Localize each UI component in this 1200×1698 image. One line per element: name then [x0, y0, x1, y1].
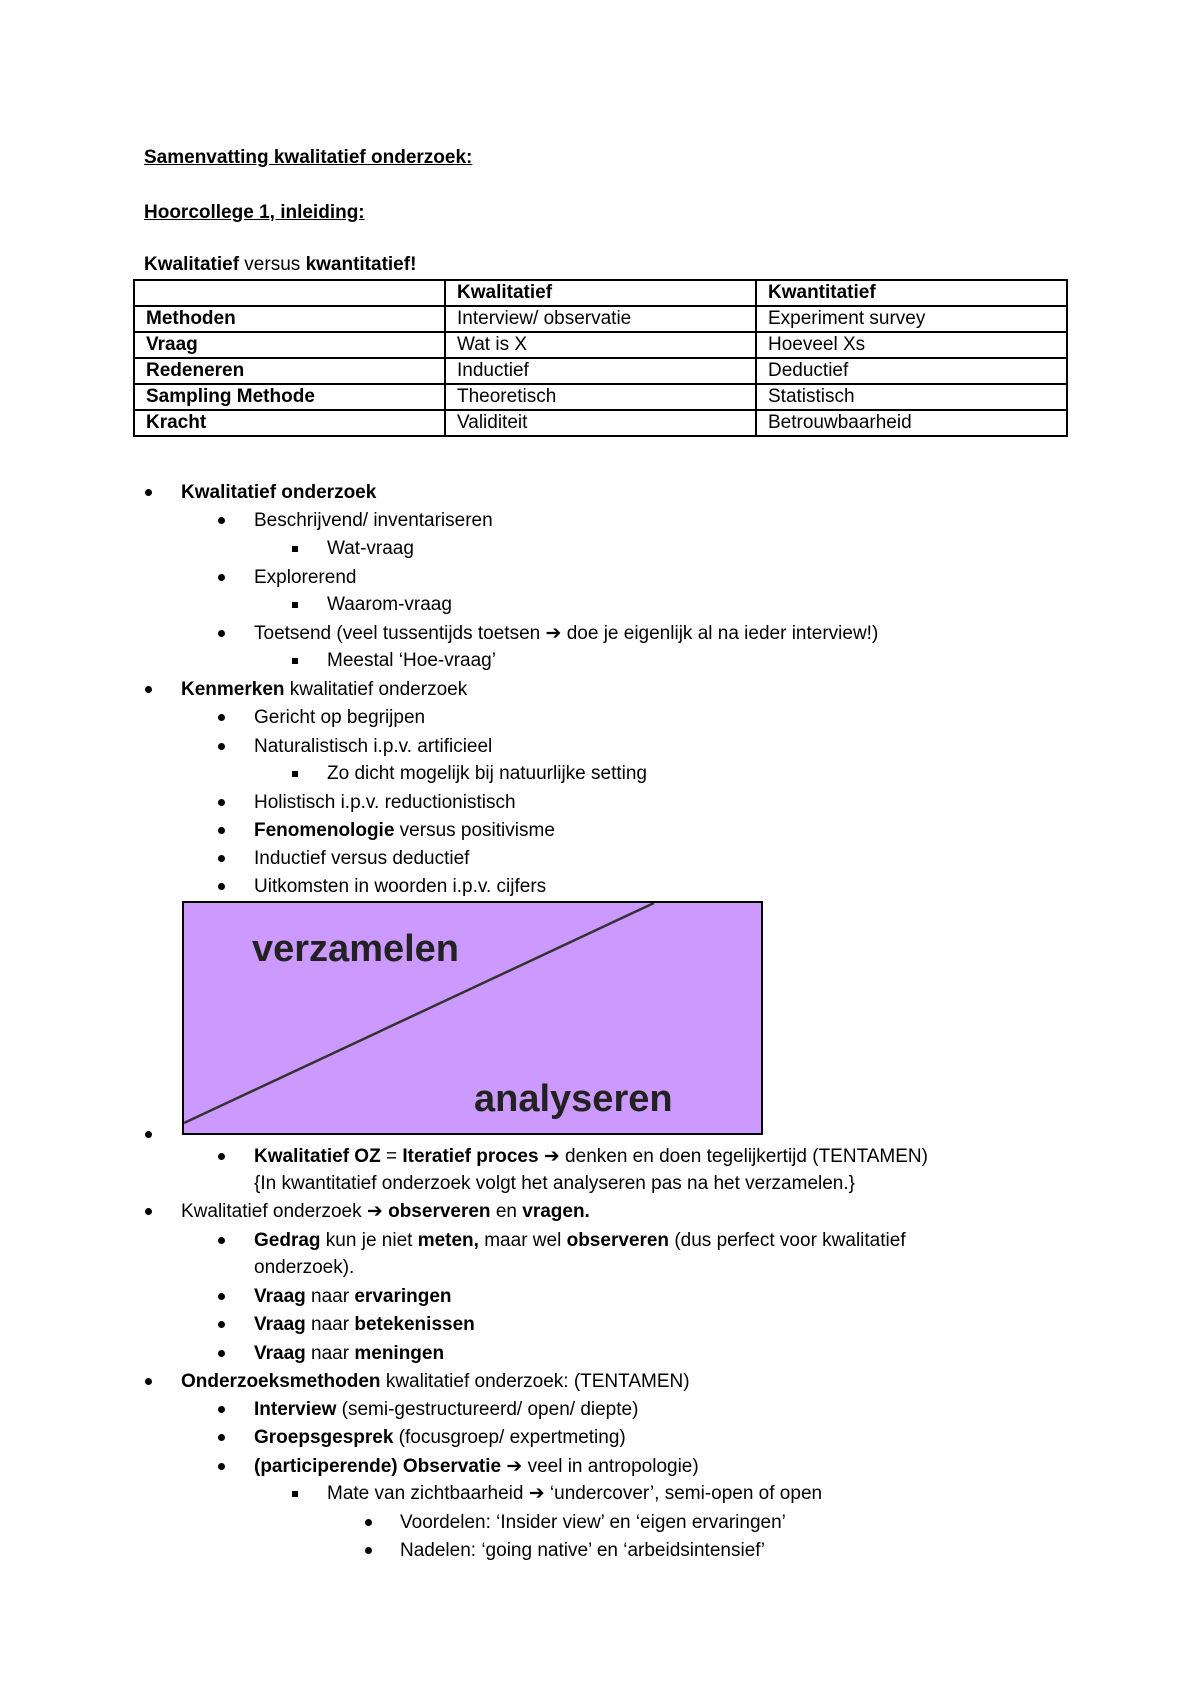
arrow-icon: ➔: [545, 623, 562, 644]
bullet-icon: [365, 1519, 372, 1526]
document-title: Samenvatting kwalitatief onderzoek:: [144, 147, 473, 168]
arrow-icon: ➔: [528, 1483, 545, 1504]
table-cell: Redeneren: [134, 358, 445, 384]
list-item: Wat-vraag: [327, 538, 414, 559]
table-cell: Methoden: [134, 306, 445, 332]
bullet-icon: [218, 855, 225, 862]
table-row: [134, 306, 1067, 332]
bullet-icon: [145, 686, 152, 693]
table-row: [134, 332, 1067, 358]
list-item: Voordelen: ‘Insider view’ en ‘eigen ervaringen’: [400, 1512, 786, 1533]
versus-heading: Kwalitatief versus kwantitatief!: [144, 254, 417, 275]
diagram-top-label: verzamelen: [252, 928, 460, 970]
table-cell: Vraag: [134, 332, 445, 358]
table-header-row: [134, 280, 1067, 306]
list-item: Onderzoeksmethoden kwalitatief onderzoek: (TENTAMEN): [181, 1371, 690, 1392]
bullet-icon: [218, 574, 225, 581]
square-bullet-icon: [292, 1491, 298, 1497]
table-cell: Wat is X: [445, 332, 756, 358]
bullet-icon: [218, 1406, 225, 1413]
list-item: Kwalitatief onderzoek: [181, 482, 377, 503]
table-cell: Validiteit: [445, 410, 756, 436]
list-item: Vraag naar meningen: [254, 1343, 445, 1364]
bullet-icon: [218, 1350, 225, 1357]
table-row: [134, 384, 1067, 410]
bullet-icon: [218, 1237, 225, 1244]
bullet-icon: [218, 1321, 225, 1328]
bullet-icon: [145, 1208, 152, 1215]
list-item: Kwalitatief OZ = Iteratief proces ➔ denken en doen tegelijkertijd (TENTAMEN): [254, 1146, 928, 1167]
table-cell: Betrouwbaarheid: [756, 410, 1067, 436]
table-row: [134, 410, 1067, 436]
arrow-icon: ➔: [506, 1456, 523, 1477]
table-cell: Inductief: [445, 358, 756, 384]
table-header-cell: Kwalitatief: [445, 280, 756, 306]
list-item: Gericht op begrijpen: [254, 707, 426, 728]
bullet-icon: [365, 1547, 372, 1554]
list-item: Naturalistisch i.p.v. artificieel: [254, 736, 493, 757]
bullet-icon: [218, 799, 225, 806]
bullet-icon: [145, 1131, 152, 1138]
table-cell: Kracht: [134, 410, 445, 436]
list-item: Toetsend (veel tussentijds toetsen ➔ doe je eigenlijk al na ieder interview!): [254, 623, 879, 644]
lecture-heading: Hoorcollege 1, inleiding:: [144, 202, 365, 223]
table-cell: Statistisch: [756, 384, 1067, 410]
bullet-icon: [145, 489, 152, 496]
table-cell: Interview/ observatie: [445, 306, 756, 332]
table-cell: Hoeveel Xs: [756, 332, 1067, 358]
bullet-icon: [218, 827, 225, 834]
bullet-icon: [218, 714, 225, 721]
list-item: Vraag naar ervaringen: [254, 1286, 452, 1307]
bullet-icon: [218, 1434, 225, 1441]
square-bullet-icon: [292, 546, 298, 552]
list-item: Beschrijvend/ inventariseren: [254, 510, 493, 531]
list-item: Explorerend: [254, 567, 357, 588]
list-item: Nadelen: ‘going native’ en ‘arbeidsintensief’: [400, 1540, 766, 1561]
square-bullet-icon: [292, 658, 298, 664]
square-bullet-icon: [292, 602, 298, 608]
bullet-icon: [218, 630, 225, 637]
table-cell: Theoretisch: [445, 384, 756, 410]
collect-analyse-diagram: [182, 901, 763, 1135]
bullet-icon: [218, 743, 225, 750]
list-item: Holistisch i.p.v. reductionistisch: [254, 792, 516, 813]
list-item-continuation: onderzoek).: [254, 1257, 355, 1278]
list-item: Kwalitatief onderzoek ➔ observeren en vragen.: [181, 1201, 590, 1222]
arrow-icon: ➔: [366, 1201, 383, 1222]
list-item: Kenmerken kwalitatief onderzoek: [181, 679, 468, 700]
list-item: Waarom-vraag: [327, 594, 452, 615]
list-item: Uitkomsten in woorden i.p.v. cijfers: [254, 876, 547, 897]
table-header-cell: Kwantitatief: [756, 280, 1067, 306]
list-item: Vraag naar betekenissen: [254, 1314, 475, 1335]
square-bullet-icon: [292, 771, 298, 777]
comparison-table: [133, 279, 1068, 437]
list-item: Zo dicht mogelijk bij natuurlijke setting: [327, 763, 647, 784]
bullet-icon: [218, 883, 225, 890]
table-header-cell: [134, 280, 445, 306]
list-item: Interview (semi-gestructureerd/ open/ diepte): [254, 1399, 639, 1420]
table-cell: Sampling Methode: [134, 384, 445, 410]
bullet-icon: [218, 517, 225, 524]
bullet-icon: [218, 1463, 225, 1470]
bullet-icon: [218, 1153, 225, 1160]
list-item: Inductief versus deductief: [254, 848, 470, 869]
bullet-icon: [145, 1378, 152, 1385]
list-item: Groepsgesprek (focusgroep/ expertmeting): [254, 1427, 626, 1448]
diagram-bottom-label: analyseren: [474, 1078, 673, 1120]
list-item: Mate van zichtbaarheid ➔ ‘undercover’, semi-open of open: [327, 1483, 823, 1504]
arrow-icon: ➔: [543, 1146, 560, 1167]
list-item: (participerende) Observatie ➔ veel in antropologie): [254, 1456, 699, 1477]
list-item: Gedrag kun je niet meten, maar wel observeren (dus perfect voor kwalitatief: [254, 1230, 906, 1251]
table-row: [134, 358, 1067, 384]
bullet-icon: [218, 1293, 225, 1300]
list-item: Fenomenologie versus positivisme: [254, 820, 555, 841]
table-cell: Deductief: [756, 358, 1067, 384]
list-item: Meestal ‘Hoe-vraag’: [327, 650, 496, 671]
table-cell: Experiment survey: [756, 306, 1067, 332]
note-text: {In kwantitatief onderzoek volgt het analyseren pas na het verzamelen.}: [254, 1173, 855, 1194]
